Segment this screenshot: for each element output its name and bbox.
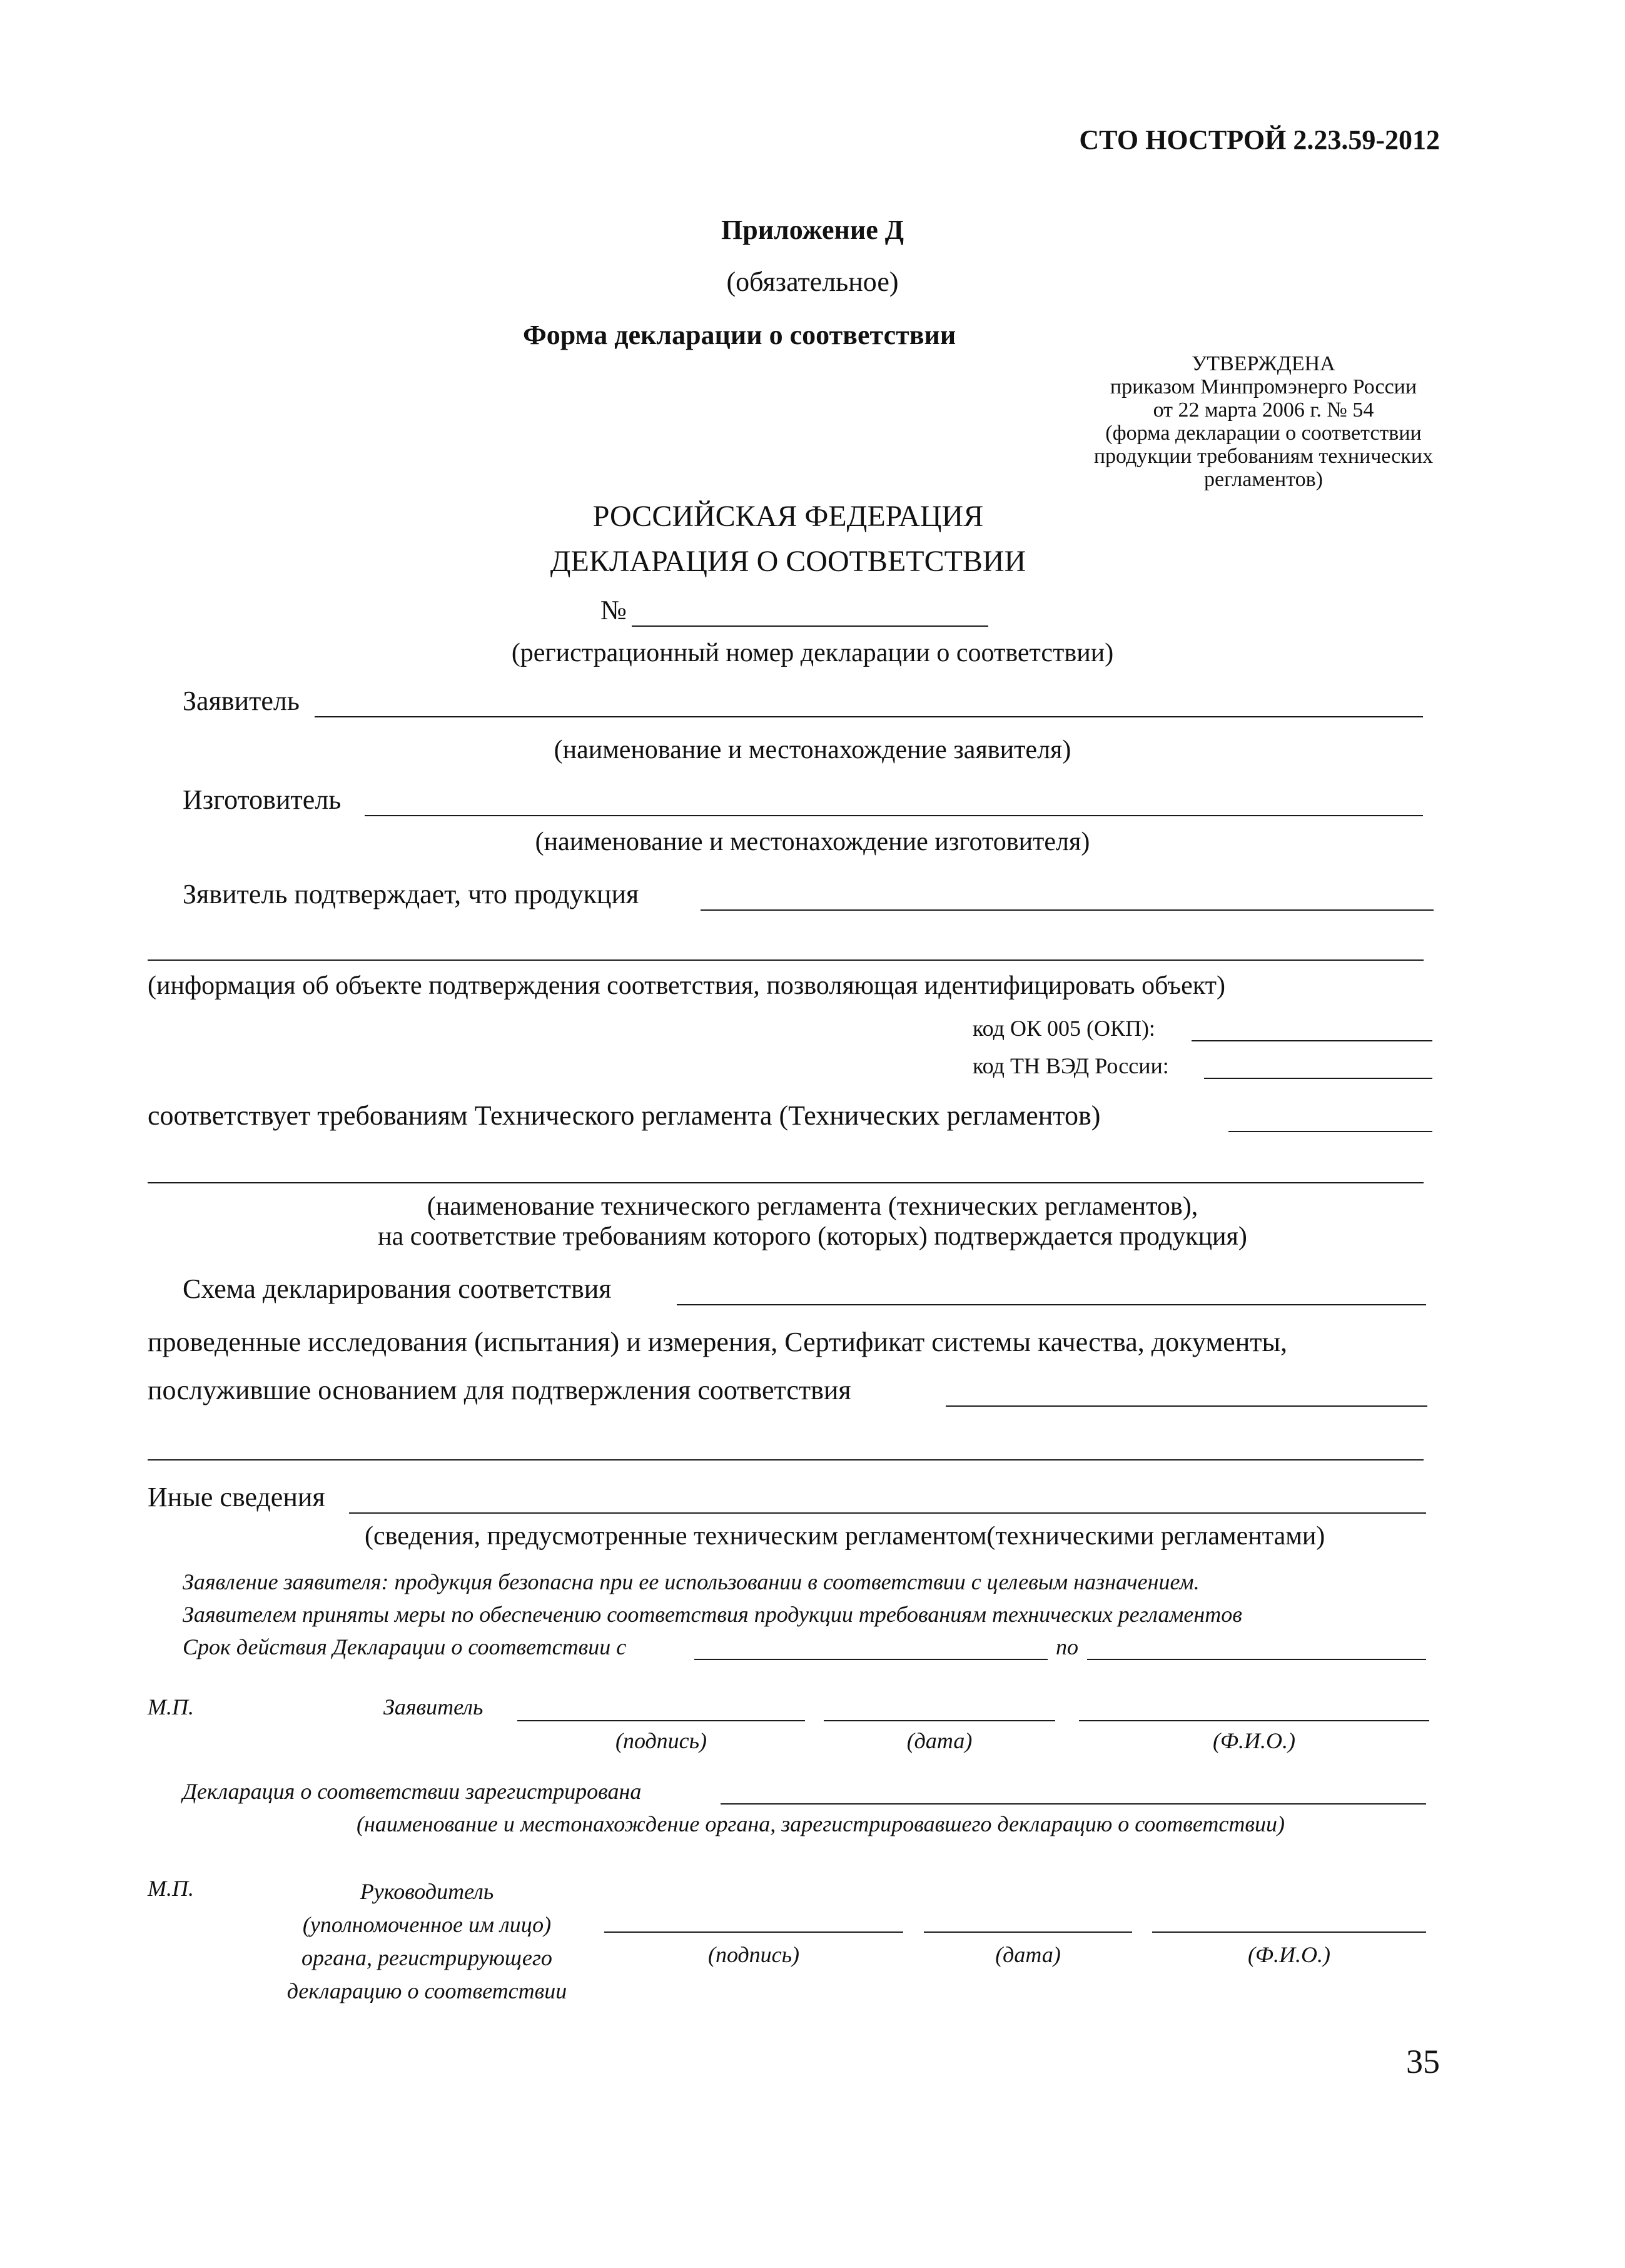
registrar-role-line: Руководитель: [360, 1879, 494, 1904]
complies-label: соответствует требованиям Технического регламента (Технических регламентов): [148, 1100, 1101, 1131]
statement-measures: Заявителем приняты меры по обеспечению соответствия продукции требованиям технических регламентов: [183, 1602, 1242, 1627]
registrar-role-line: органа, регистрирующего: [301, 1945, 552, 1970]
validity-to-label: по: [1056, 1634, 1078, 1659]
approval-block: [1026, 352, 1501, 491]
page-number: 35: [1406, 2043, 1440, 2080]
manufacturer-caption: (наименование и местонахождение изготовителя): [535, 828, 1090, 856]
other-label: Иные сведения: [148, 1482, 325, 1512]
other-caption: (сведения, предусмотренные техническим регламентом(техническими регламентами): [365, 1522, 1325, 1551]
date-line[interactable]: [824, 1720, 1055, 1721]
stamp-place-label: М.П.: [148, 1694, 194, 1719]
registration-label: Декларация о соответствии зарегистрирована: [183, 1779, 642, 1804]
scheme-line[interactable]: [677, 1304, 1426, 1305]
registrar-date-caption: (дата): [995, 1942, 1061, 1967]
registrar-name-line[interactable]: [1152, 1931, 1426, 1933]
regulation-line[interactable]: [1228, 1131, 1432, 1132]
applicant-role-label: Заявитель: [383, 1694, 483, 1719]
signature-caption: (подпись): [615, 1728, 707, 1753]
registrar-role-block: [253, 1875, 600, 2008]
applicant-label: Заявитель: [183, 686, 300, 716]
okp-label: код ОК 005 (ОКП):: [973, 1016, 1155, 1041]
approval-line: продукции требованиям технических: [1093, 445, 1434, 468]
appendix-title: Приложение Д: [721, 215, 904, 245]
registrar-signature-line[interactable]: [604, 1931, 903, 1933]
regulation-caption-1: (наименование технического регламента (технических регламентов),: [427, 1192, 1198, 1221]
regulation-line-2[interactable]: [148, 1182, 1424, 1183]
approval-line: (форма декларации о соответствии: [1105, 422, 1422, 445]
full-name-line[interactable]: [1079, 1720, 1429, 1721]
approval-line: регламентов): [1204, 468, 1323, 491]
tnved-line[interactable]: [1204, 1078, 1432, 1079]
validity-from-line[interactable]: [694, 1659, 1048, 1660]
signature-line[interactable]: [517, 1720, 805, 1721]
registrar-date-line[interactable]: [924, 1931, 1132, 1933]
okp-line[interactable]: [1192, 1040, 1432, 1041]
regulation-caption-2: на соответствие требованиям которого (которых) подтверждается продукция): [378, 1222, 1247, 1251]
validity-to-line[interactable]: [1087, 1659, 1426, 1660]
approval-line: от 22 марта 2006 г. № 54: [1153, 398, 1374, 422]
country-heading: РОССИЙСКАЯ ФЕДЕРАЦИЯ: [592, 500, 984, 533]
product-line[interactable]: [701, 909, 1434, 911]
registration-line[interactable]: [721, 1803, 1426, 1805]
applicant-caption: (наименование и местонахождение заявителя): [554, 736, 1071, 764]
tests-text: проведенные исследования (испытания) и измерения, Сертификат системы качества, документы,: [148, 1327, 1288, 1357]
document-code: СТО НОСТРОЙ 2.23.59-2012: [1079, 124, 1440, 155]
declaration-number-line[interactable]: [632, 625, 988, 627]
registrar-signature-caption: (подпись): [707, 1942, 800, 1967]
manufacturer-label: Изготовитель: [183, 784, 342, 815]
approval-line: приказом Минпромэнерго России: [1110, 375, 1417, 398]
registrar-role-line: (уполномоченное им лицо): [302, 1912, 552, 1937]
basis-line-2[interactable]: [148, 1459, 1424, 1461]
appendix-status: (обязательное): [726, 266, 899, 297]
declaration-heading: ДЕКЛАРАЦИЯ О СООТВЕТСТВИИ: [550, 545, 1026, 578]
applicant-line[interactable]: [315, 716, 1423, 717]
approval-line: УТВЕРЖДЕНА: [1192, 352, 1335, 375]
registration-caption: (наименование и местонахождение органа, зарегистрировавшего декларацию о соответствии): [357, 1811, 1285, 1836]
product-line-2[interactable]: [148, 959, 1424, 961]
stamp-place-label-2: М.П.: [148, 1876, 194, 1901]
registrar-role-line: декларацию о соответствии: [286, 1978, 567, 2003]
form-title: Форма декларации о соответствии: [523, 320, 956, 350]
registrar-name-caption: (Ф.И.О.): [1248, 1942, 1330, 1967]
basis-label: послужившие основанием для подтвержления соответствия: [148, 1375, 851, 1405]
manufacturer-line[interactable]: [365, 815, 1423, 816]
full-name-caption: (Ф.И.О.): [1213, 1728, 1295, 1753]
number-sign: №: [600, 595, 627, 625]
statement-safety: Заявление заявителя: продукция безопасна при ее использовании в соответствии с целевым назначением.: [183, 1569, 1200, 1594]
other-line[interactable]: [349, 1512, 1426, 1514]
number-caption: (регистрационный номер декларации о соответствии): [511, 639, 1114, 667]
object-caption: (информация об объекте подтверждения соответствия, позволяющая идентифицировать объект): [148, 971, 1225, 1000]
validity-label: Срок действия Декларации о соответствии с: [183, 1634, 627, 1659]
confirms-label: Зявитель подтверждает, что продукция: [183, 879, 639, 909]
scheme-label: Схема декларирования соответствия: [183, 1273, 612, 1304]
basis-line[interactable]: [946, 1405, 1427, 1407]
tnved-label: код ТН ВЭД России:: [973, 1053, 1169, 1078]
date-caption: (дата): [906, 1728, 973, 1753]
